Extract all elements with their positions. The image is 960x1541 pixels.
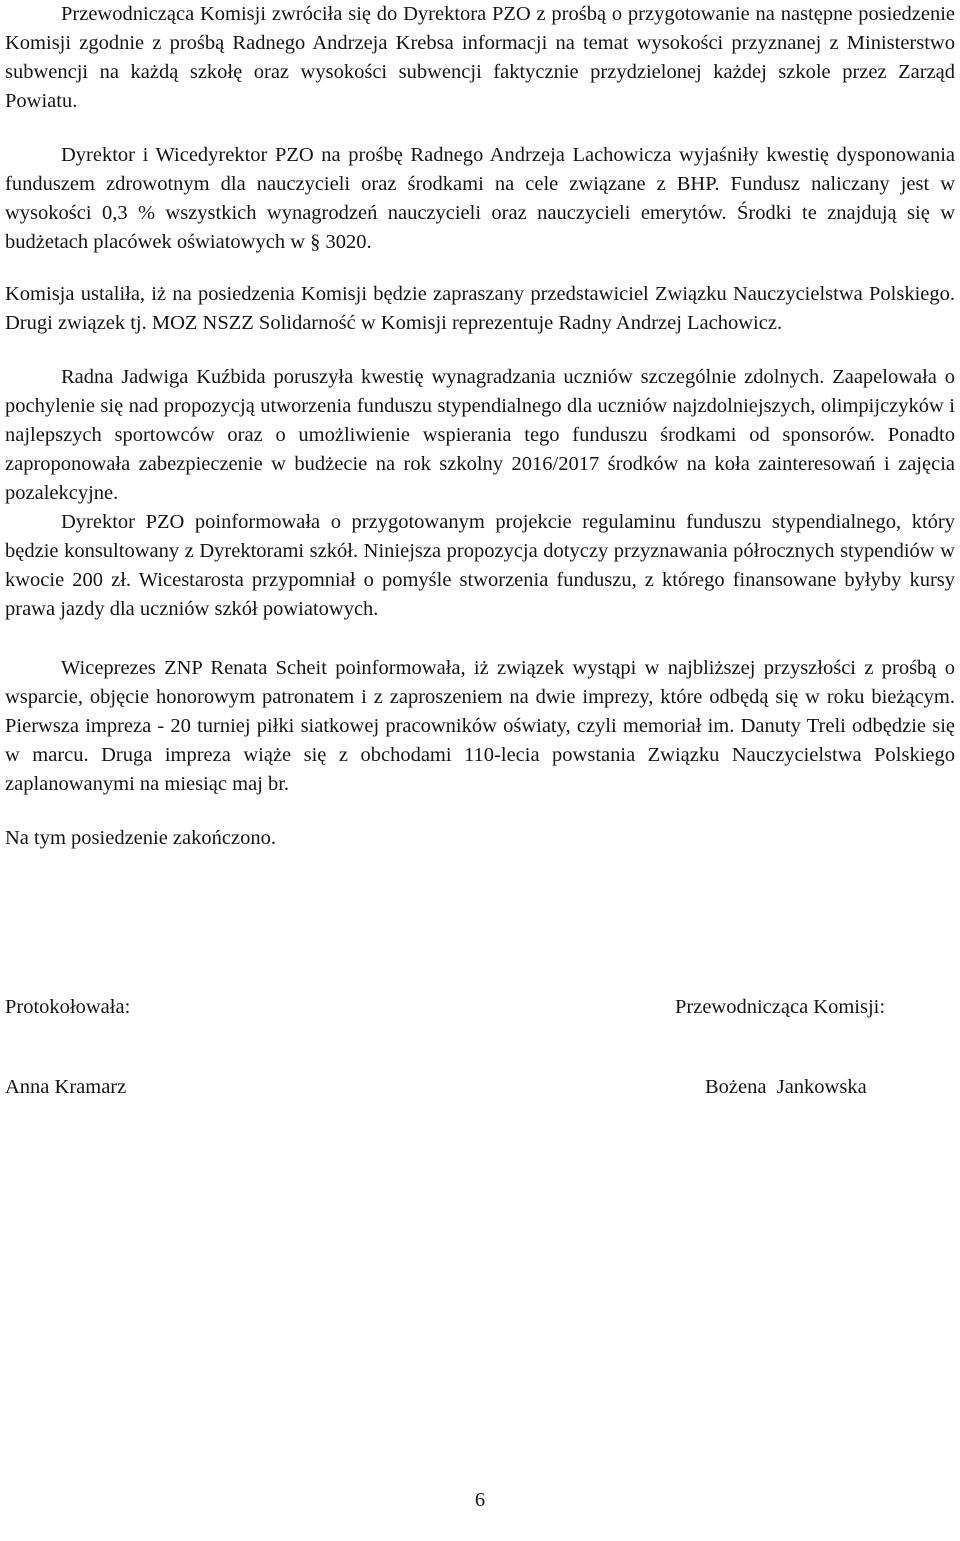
paragraph-health-fund: Dyrektor i Wicedyrektor PZO na prośbę Radnego Andrzeja Lachowicza wyjaśniły kwestię dysponowania funduszem zdrowotnym dla nauczycieli oraz środkami na cele związane z BHP. Fundusz naliczany jest w wysokości 0,3 % wszystkich wynagrodzeń nauczycieli oraz nauczycieli emerytów. Środki te znajdują się w budżetach placówek oświatowych w § 3020.	[5, 144, 955, 253]
chair-name: Bożena Jankowska	[705, 1076, 867, 1098]
paragraph-znp-events: Wiceprezes ZNP Renata Scheit poinformowała, iż związek wystąpi w najbliższej przyszłości z prośbą o wsparcie, objęcie honorowym patronatem i z zaproszeniem na dwie imprezy, które odbędą się w roku bieżącym. Pierwsza impreza - 20 turniej piłki siatkowej pracowników oświaty, czyli memoriał im. Danuty Treli odbędzie się w marcu. Druga impreza wiąże się z obchodami 110-lecia powstania Związku Nauczycielstwa Polskiego zaplanowanymi na miesiąc maj br.	[5, 657, 955, 795]
page-number: 6	[474, 1489, 486, 1511]
signature-names-row	[5, 1073, 955, 1103]
recorder-name: Anna Kramarz	[5, 1076, 127, 1098]
signature-roles-row	[5, 993, 955, 1023]
paragraph-commission-invites: Komisja ustaliła, iż na posiedzenia Komisji będzie zapraszany przedstawiciel Związku Nauczycielstwa Polskiego. Drugi związek tj. MOZ NSZZ Solidarność w Komisji reprezentuje Radny Andrzej Lachowicz.	[5, 283, 955, 334]
document-page	[5, 0, 955, 853]
paragraph-meeting-closed: Na tym posiedzenie zakończono.	[5, 827, 276, 849]
paragraph-scholarship-fund: Radna Jadwiga Kuźbida poruszyła kwestię wynagradzania uczniów szczególnie zdolnych. Zaapelowała o pochylenie się nad propozycją utworzenia funduszu stypendialnego dla uczniów najzdolniejszych, olimpijczyków i najlepszych sportowców oraz o umożliwienie wspierania tego funduszu środkami od sponsorów. Ponadto zaproponowała zabezpieczenie w budżecie na rok szkolny 2016/2017 środków na koła zainteresowań i zajęcia pozalekcyjne.	[5, 366, 955, 504]
recorder-role-label: Protokołowała:	[5, 996, 131, 1018]
paragraph-subsidy-request: Przewodnicząca Komisji zwróciła się do Dyrektora PZO z prośbą o przygotowanie na następne posiedzenie Komisji zgodnie z prośbą Radnego Andrzeja Krebsa informacji na temat wysokości przyznanej z Ministerstwo subwencji na każdą szkołę oraz wysokości subwencji faktycznie przydzielonej każdej szkole przez Zarząd Powiatu.	[5, 3, 955, 112]
paragraph-scholarship-regulations: Dyrektor PZO poinformowała o przygotowanym projekcie regulaminu funduszu stypendialnego, który będzie konsultowany z Dyrektorami szkół. Niniejsza propozycja dotyczy przyznawania półrocznych stypendiów w kwocie 200 zł. Wicestarosta przypomniał o pomyśle stworzenia funduszu, z którego finansowane byłyby kursy prawa jazdy dla uczniów szkół powiatowych.	[5, 511, 955, 620]
chair-role-label: Przewodnicząca Komisji:	[675, 996, 886, 1018]
